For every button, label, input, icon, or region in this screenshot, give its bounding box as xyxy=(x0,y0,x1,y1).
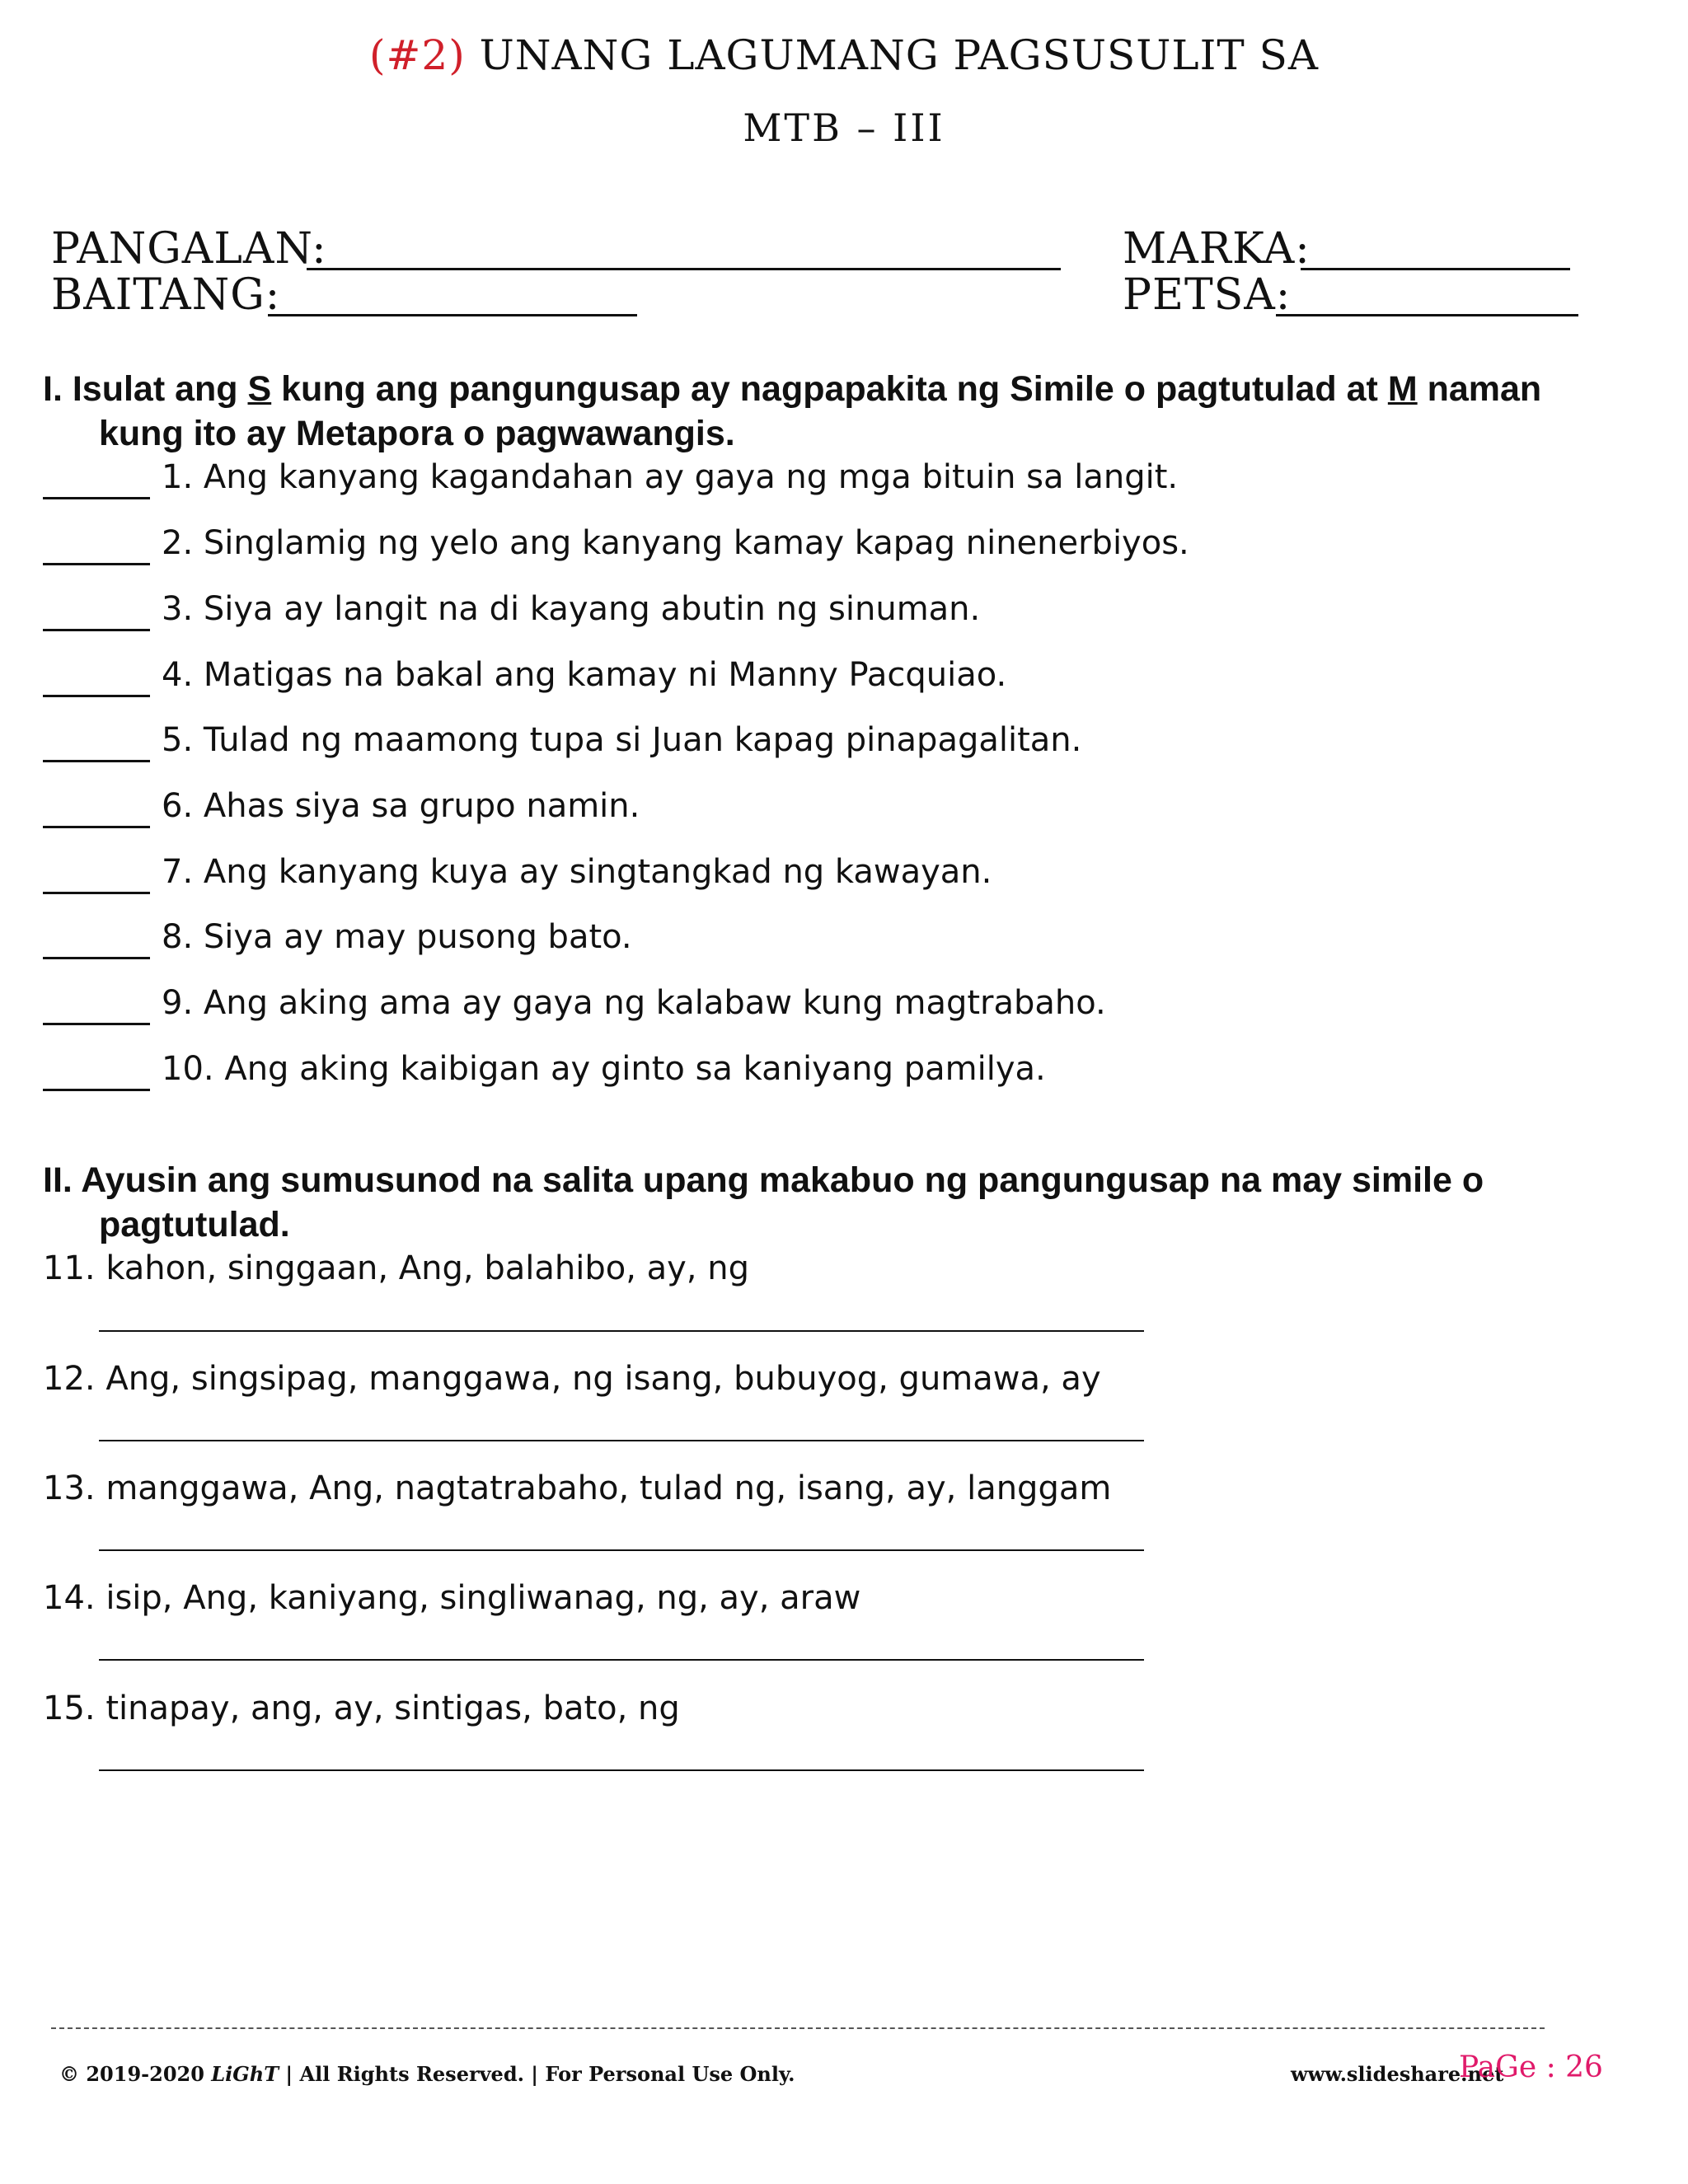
document-subtitle: MTB – III xyxy=(743,105,945,150)
answer-line[interactable] xyxy=(99,1440,1144,1441)
answer-blank[interactable] xyxy=(43,695,150,697)
list-item: 2. Singlamig ng yelo ang kanyang kamay kapag ninenerbiyos. xyxy=(162,524,1189,562)
list-item: 7. Ang kanyang kuya ay singtangkad ng kawayan. xyxy=(162,853,992,891)
answer-blank[interactable] xyxy=(43,826,150,828)
title-text: UNANG LAGUMANG PAGSUSULIT SA xyxy=(465,31,1319,79)
section-1-heading-line2: kung ito ay Metapora o pagwawangis. xyxy=(99,414,735,453)
letter-m: M xyxy=(1387,369,1418,409)
footer-divider xyxy=(51,2027,1545,2029)
list-item: 12. Ang, singsipag, manggawa, ng isang, bubuyog, gumawa, ay xyxy=(43,1360,1101,1398)
answer-blank[interactable] xyxy=(43,629,150,631)
list-item: 6. Ahas siya sa grupo namin. xyxy=(162,787,640,825)
list-item: 4. Matigas na bakal ang kamay ni Manny Pacquiao. xyxy=(162,656,1007,694)
list-item: 15. tinapay, ang, ay, sintigas, bato, ng xyxy=(43,1690,680,1727)
name-label: PANGALAN: xyxy=(51,224,327,274)
list-item: 13. manggawa, Ang, nagtatrabaho, tulad ng, isang, ay, langgam xyxy=(43,1469,1112,1507)
answer-blank[interactable] xyxy=(43,1089,150,1091)
answer-line[interactable] xyxy=(99,1330,1144,1332)
answer-blank[interactable] xyxy=(43,892,150,894)
list-item: 14. isip, Ang, kaniyang, singliwanag, ng, ay, araw xyxy=(43,1579,861,1617)
footer-copyright: © 2019-2020 LiGhT | All Rights Reserved. | For Personal Use Only. xyxy=(59,2062,795,2086)
page-number: PaGe : 26 xyxy=(1459,2050,1603,2084)
section-2-heading: II. Ayusin ang sumusunod na salita upang makabuo ng pangungusap na may simile o xyxy=(43,1160,1484,1200)
answer-blank[interactable] xyxy=(43,563,150,565)
list-item: 10. Ang aking kaibigan ay ginto sa kaniyang pamilya. xyxy=(162,1050,1046,1088)
list-item: 11. kahon, singgaan, Ang, balahibo, ay, ng xyxy=(43,1249,749,1287)
list-item: 8. Siya ay may pusong bato. xyxy=(162,918,632,956)
score-label: MARKA: xyxy=(1123,224,1311,274)
name-line[interactable] xyxy=(307,268,1061,270)
date-line[interactable] xyxy=(1276,314,1578,316)
answer-line[interactable] xyxy=(99,1549,1144,1551)
document-title xyxy=(0,31,1688,79)
score-line[interactable] xyxy=(1301,268,1570,270)
grade-label: BAITANG: xyxy=(51,270,281,320)
list-item: 1. Ang kanyang kagandahan ay gaya ng mga bituin sa langit. xyxy=(162,458,1179,496)
list-item: 3. Siya ay langit na di kayang abutin ng sinuman. xyxy=(162,590,981,628)
grade-line[interactable] xyxy=(268,314,637,316)
section-1-heading: I. Isulat ang S kung ang pangungusap ay nagpapakita ng Simile o pagtutulad at M naman xyxy=(43,369,1542,409)
list-item: 5. Tulad ng maamong tupa si Juan kapag pinapagalitan. xyxy=(162,721,1082,759)
letter-s: S xyxy=(247,369,272,409)
answer-blank[interactable] xyxy=(43,957,150,959)
answer-blank[interactable] xyxy=(43,760,150,762)
answer-line[interactable] xyxy=(99,1659,1144,1661)
answer-blank[interactable] xyxy=(43,497,150,499)
list-item: 9. Ang aking ama ay gaya ng kalabaw kung magtrabaho. xyxy=(162,984,1106,1022)
title-number: (#2) xyxy=(369,31,466,79)
footer-site: www.slideshare.net xyxy=(1291,2062,1504,2086)
date-label: PETSA: xyxy=(1123,270,1292,320)
answer-line[interactable] xyxy=(99,1769,1144,1771)
answer-blank[interactable] xyxy=(43,1023,150,1025)
section-2-heading-line2: pagtutulad. xyxy=(99,1205,290,1244)
